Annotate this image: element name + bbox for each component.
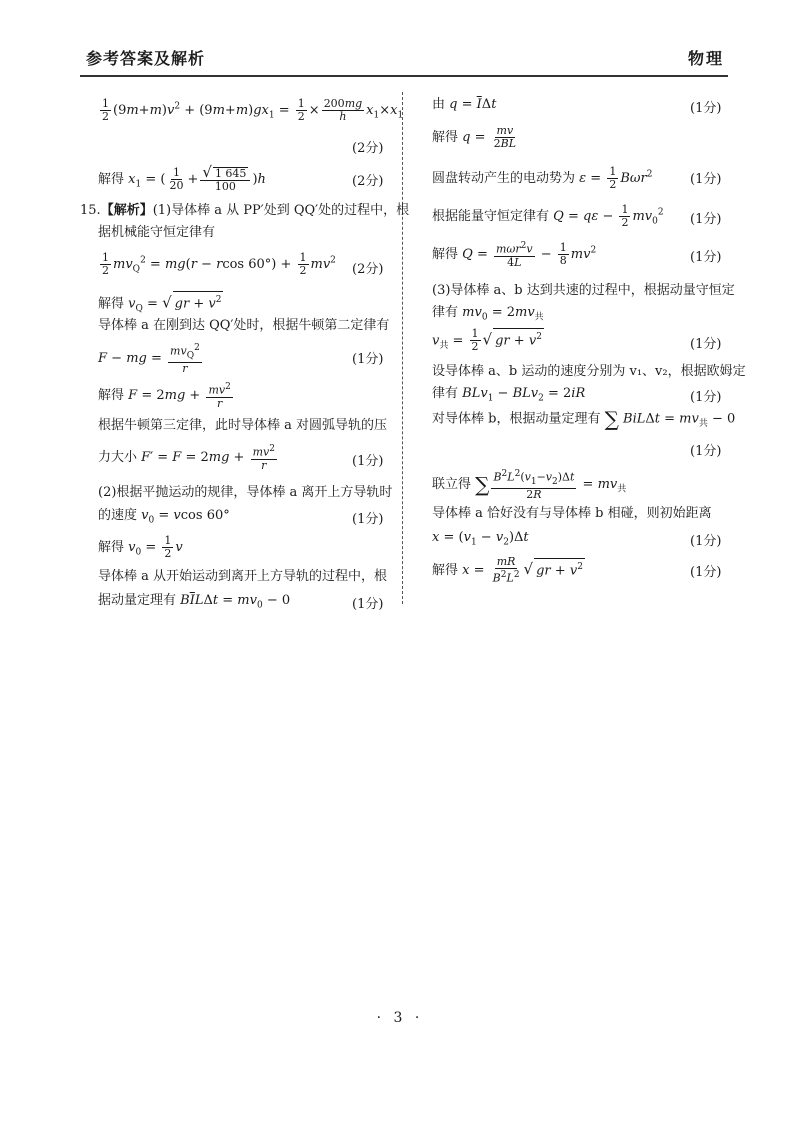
- score: (1分): [352, 597, 384, 612]
- eq-emf: 圆盘转动产生的电动势为 ε = $\frac{1}{2}$ Bωr$^2$: [432, 165, 653, 191]
- score: (1分): [690, 390, 722, 405]
- header-left-title: 参考答案及解析: [86, 49, 206, 68]
- from-label: 由: [432, 97, 446, 112]
- eq-solve-x1: 解得 $x_1$ = ( $\frac{1}{20}$ + $\frac{√ 1 645}{100}$ )h: [98, 163, 266, 193]
- eq-energy-x1: $\frac{1}{2}$ $(9m+m)v^2 + (9m+m)gx_1$ = $\frac{1}{2}$ × $\frac{200mg}{h}$ $x_1\times x_1$: [102, 97, 404, 123]
- eq-newton2: F − mg = $\frac{mv_Q^2}{r}$: [98, 343, 200, 375]
- page-number: · 3 ·: [376, 1010, 424, 1026]
- question-number: 15.: [80, 203, 101, 218]
- ohm-text: 设导体棒 a、b 运动的速度分别为 v₁、v₂，根据欧姆定: [432, 364, 746, 379]
- law-label: 律有: [432, 386, 459, 401]
- column-divider: [402, 92, 403, 604]
- solve-label: 解得: [98, 172, 125, 187]
- pressure-label: 力大小: [98, 449, 138, 465]
- eq-v0: 的速度 $v_0 = vcos$ 60°: [98, 508, 230, 526]
- newton-third-law-text: 根据牛顿第三定律，此时导体棒 a 对圆弧导轨的压: [98, 418, 388, 433]
- law-label: 律有: [432, 305, 459, 320]
- score: (1分): [690, 101, 722, 116]
- score: (1分): [690, 444, 722, 459]
- momentum-text: 导体棒 a 从开始运动到离开上方导轨的过程中，根: [98, 569, 388, 584]
- q15-intro: [80, 203, 409, 219]
- eq-solve-Q: 解得 Q = $\frac{m\omega r^2v}{4L}$ − $\frac{1}{8}$ $mv^2$: [432, 240, 597, 269]
- header-subject: 物理: [687, 49, 724, 68]
- momentum-label: 据动量定理有: [98, 593, 177, 608]
- q15-intro-cont: 据机械能守恒定律有: [98, 225, 216, 240]
- score: (2分): [352, 262, 384, 277]
- solve-label: 解得: [432, 562, 459, 578]
- eq-solve-f: 解得 F = 2mg + $\frac{mv^2}{r}$: [98, 382, 231, 410]
- eq-pressure-force: 力大小 F′ = F = 2mg + $\frac{mv^2}{r}$: [98, 444, 275, 472]
- eq-v-common: $v_共$ = $\frac{1}{2}$ √ gr + $v^2$: [432, 327, 542, 354]
- collide-text: 导体棒 a 恰好没有与导体棒 b 相碰，则初始距离: [432, 506, 712, 521]
- eq-ohm: 律有 BLv$_1$ − BLv$_2$ = 2iR: [432, 386, 586, 404]
- part3-text: (3)导体棒 a、b 达到共速的过程中，根据动量守恒定: [432, 283, 735, 298]
- score: (1分): [690, 337, 722, 352]
- eq-momentum-conservation: 律有 $mv_0 = 2mv_共$: [432, 305, 544, 323]
- eq-energy-q: 根据能量守恒定律有 Q = qε − $\frac{1}{2}$ $mv_0^2$: [432, 203, 664, 229]
- speed-label: 的速度: [98, 508, 138, 523]
- score: (1分): [352, 454, 384, 469]
- eq-energy-conservation: $\frac{1}{2}$ $mv_Q^2 = mg(r - rcos$ 60°) + $\frac{1}{2}$ $mv^2$: [102, 251, 336, 277]
- combine-label: 联立得: [432, 476, 472, 492]
- eq-solve-vq: 解得 $v_Q$ = √ gr + $v^2$: [98, 291, 223, 317]
- eq-solve-x: 解得 x = $\frac{mR}{B^2L^2}$ √ gr + $v^2$: [432, 555, 583, 585]
- score: (1分): [690, 250, 722, 265]
- emf-text: 圆盘转动产生的电动势为: [432, 171, 576, 186]
- newton-second-law-text: 导体棒 a 在刚到达 QQ′处时，根据牛顿第二定律有: [98, 318, 390, 333]
- eq-impulse-b: 对导体棒 b，根据动量定理有 ∑ $BiL\Delta t = mv_共 - 0$: [432, 407, 736, 431]
- eq-solve-q: 解得 q = $\frac{mv}{2BL}$: [432, 124, 517, 150]
- header-rule: [80, 75, 728, 77]
- energy-text: 根据能量守恒定律有: [432, 209, 550, 224]
- solve-label: 解得: [432, 130, 459, 145]
- score: (1分): [352, 512, 384, 527]
- analysis-tag: 【解析】: [100, 203, 153, 218]
- eq-combined: 联立得 ∑ $\frac{B^2L^2(v_1-v_2)\Delta t}{2R}$ = $mv_共$: [432, 469, 627, 501]
- score: (1分): [352, 352, 384, 367]
- solve-label: 解得: [98, 296, 125, 312]
- solve-label: 解得: [98, 540, 125, 555]
- eq-solve-v0: 解得 $v_0$ = $\frac{1}{2}$ v: [98, 534, 183, 560]
- score: (1分): [690, 172, 722, 187]
- eq-charge: 由 $q = \overline{I}\Delta t$: [432, 97, 497, 112]
- impulse-text: 对导体棒 b，根据动量定理有: [432, 411, 601, 427]
- q15-intro-text: (1)导体棒 a 从 PP′处到 QQ′处的过程中，根: [152, 203, 410, 218]
- score: (1分): [690, 565, 722, 580]
- solve-label: 解得: [432, 246, 459, 262]
- score: (1分): [690, 212, 722, 227]
- eq-momentum-theorem: 据动量定理有 $B\overline{I}L\Delta t = mv_0 - 0$: [98, 593, 291, 611]
- score: (2分): [352, 141, 384, 156]
- part2-text: (2)根据平抛运动的规律，导体棒 a 离开上方导轨时: [98, 485, 393, 500]
- score: (1分): [690, 534, 722, 549]
- score: (2分): [352, 174, 384, 189]
- eq-distance: $x = (v_1 - v_2)\Delta t$: [432, 530, 529, 548]
- solve-label: 解得: [98, 387, 125, 403]
